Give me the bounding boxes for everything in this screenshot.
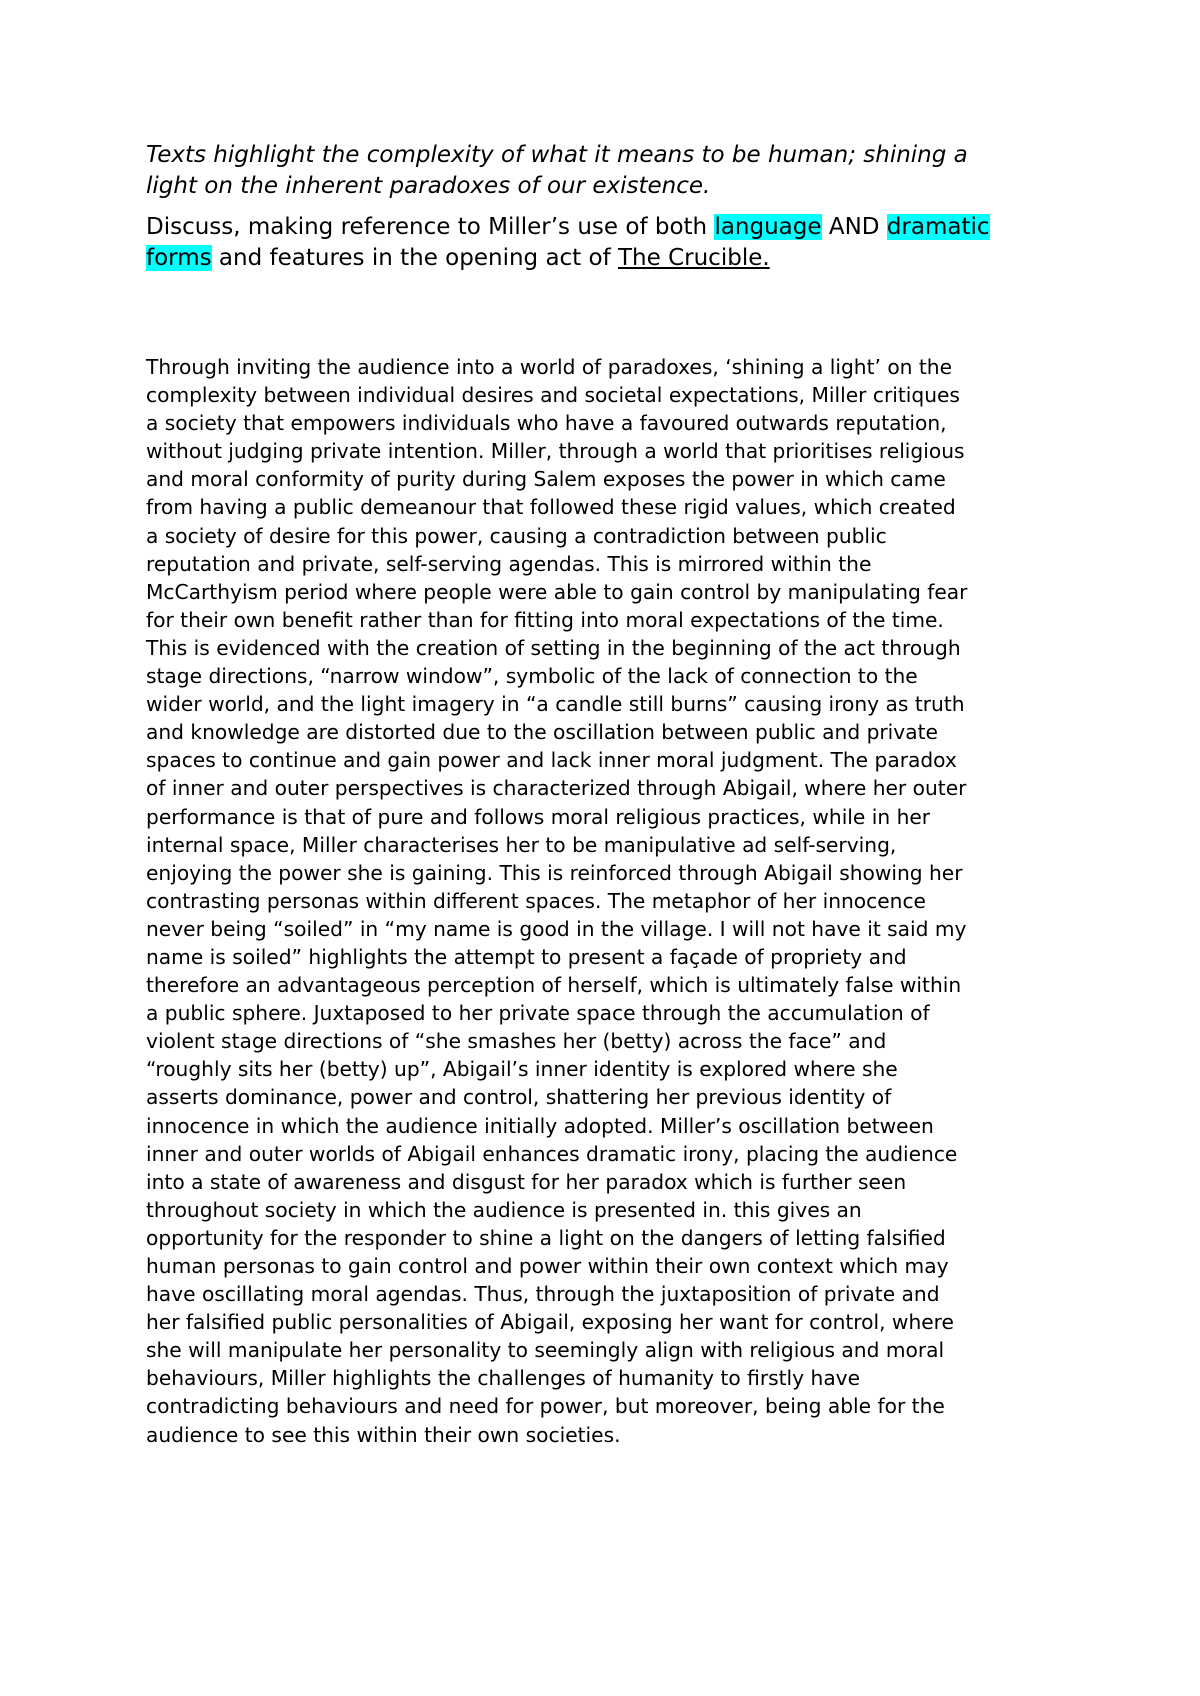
essay-line: enjoying the power she is gaining. This is reinforced through Abigail showing her (146, 860, 963, 885)
essay-body (146, 353, 1066, 1449)
essay-line: and moral conformity of purity during Salem exposes the power in which came (146, 467, 946, 492)
essay-line: Through inviting the audience into a world of paradoxes, ‘shining a light’ on the (146, 355, 953, 379)
essay-line: wider world, and the light imagery in “a candle still burns” causing irony as truth (146, 692, 965, 717)
question-text: and features in the opening act of (211, 245, 618, 271)
essay-line: from having a public demeanour that followed these rigid values, which created (146, 495, 956, 520)
essay-line: “roughly sits her (betty) up”, Abigail’s inner identity is explored where she (146, 1057, 898, 1082)
essay-line: without judging private intention. Miller, through a world that prioritises religious (146, 439, 965, 464)
essay-line: therefore an advantageous perception of herself, which is ultimately false within (146, 973, 962, 998)
essay-line: opportunity for the responder to shine a light on the dangers of letting falsified (146, 1225, 946, 1250)
essay-line: behaviours, Miller highlights the challenges of humanity to firstly have (146, 1366, 861, 1391)
essay-line: inner and outer worlds of Abigail enhances dramatic irony, placing the audience (146, 1141, 958, 1166)
essay-line: a public sphere. Juxtaposed to her private space through the accumulation of (146, 1001, 930, 1026)
question-line (146, 212, 1066, 243)
prompt-line: light on the inherent paradoxes of our existence. (146, 173, 711, 199)
essay-prompt (146, 140, 1066, 202)
essay-line: performance is that of pure and follows moral religious practices, while in her (146, 804, 931, 829)
essay-question (146, 212, 1066, 274)
question-text: Discuss, making reference to Miller’s use of both (146, 214, 715, 240)
highlighted-term: dramatic (886, 214, 990, 240)
highlighted-term: language (714, 214, 822, 240)
essay-line: of inner and outer perspectives is characterized through Abigail, where her outer (146, 776, 967, 801)
essay-line: her falsified public personalities of Abigail, exposing her want for control, where (146, 1310, 954, 1335)
essay-line: throughout society in which the audience is presented in. this gives an (146, 1197, 862, 1222)
essay-line: a society that empowers individuals who have a favoured outwards reputation, (146, 411, 947, 436)
highlighted-term: forms (146, 245, 212, 271)
essay-line: for their own benefit rather than for fitting into moral expectations of the time. (146, 607, 944, 632)
essay-line: contrasting personas within different spaces. The metaphor of her innocence (146, 888, 926, 913)
play-title: The Crucible. (618, 245, 770, 271)
essay-line: into a state of awareness and disgust for her paradox which is further seen (146, 1169, 907, 1194)
question-line (146, 243, 1066, 274)
document-content (146, 140, 1066, 1449)
essay-line: McCarthyism period where people were able to gain control by manipulating fear (146, 579, 968, 604)
essay-line: a society of desire for this power, causing a contradiction between public (146, 523, 887, 548)
essay-line: spaces to continue and gain power and lack inner moral judgment. The paradox (146, 748, 957, 773)
essay-line: asserts dominance, power and control, shattering her previous identity of (146, 1085, 892, 1110)
essay-line: audience to see this within their own societies. (146, 1422, 621, 1447)
essay-line: complexity between individual desires and societal expectations, Miller critiques (146, 383, 960, 408)
essay-line: violent stage directions of “she smashes her (betty) across the face” and (146, 1029, 887, 1054)
essay-line: have oscillating moral agendas. Thus, through the juxtaposition of private and (146, 1282, 940, 1307)
essay-line: reputation and private, self-serving agendas. This is mirrored within the (146, 551, 872, 576)
essay-line: stage directions, “narrow window”, symbolic of the lack of connection to the (146, 664, 918, 689)
essay-line: internal space, Miller characterises her to be manipulative ad self-serving, (146, 832, 897, 857)
essay-line: This is evidenced with the creation of setting in the beginning of the act through (146, 635, 961, 660)
question-text: AND (821, 214, 887, 240)
essay-line: she will manipulate her personality to seemingly align with religious and moral (146, 1338, 945, 1363)
prompt-line: Texts highlight the complexity of what it means to be human; shining a (146, 142, 968, 168)
essay-line: and knowledge are distorted due to the oscillation between public and private (146, 720, 938, 745)
essay-line: human personas to gain control and power within their own context which may (146, 1254, 949, 1278)
essay-line: never being “soiled” in “my name is good in the village. I will not have it said my (146, 916, 967, 941)
essay-line: contradicting behaviours and need for power, but moreover, being able for the (146, 1394, 945, 1419)
essay-line: innocence in which the audience initially adopted. Miller’s oscillation between (146, 1113, 934, 1138)
essay-line: name is soiled” highlights the attempt to present a façade of propriety and (146, 944, 907, 969)
